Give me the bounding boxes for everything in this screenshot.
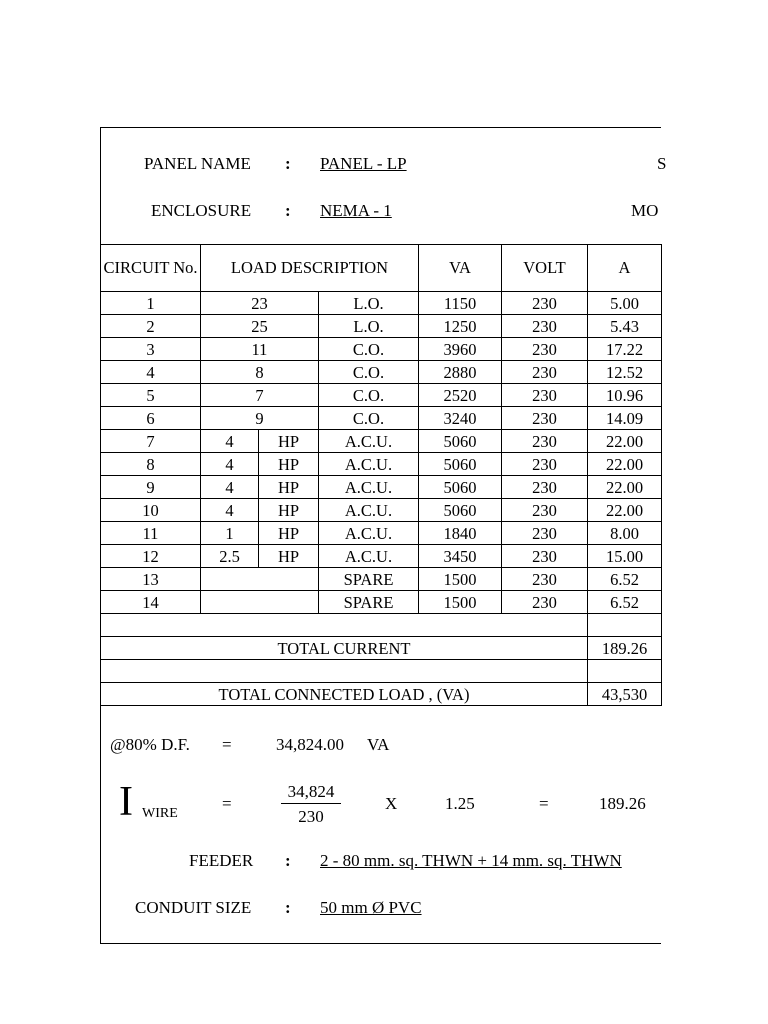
cell-volt: 230 xyxy=(502,545,588,568)
cell-amp: 15.00 xyxy=(588,545,662,568)
cell-amp: 17.22 xyxy=(588,338,662,361)
cell-amp: 6.52 xyxy=(588,568,662,591)
cell-va: 5060 xyxy=(419,453,502,476)
feeder-colon: : xyxy=(285,851,291,870)
cell-va: 1500 xyxy=(419,591,502,614)
cell-quantity xyxy=(201,591,319,614)
cell-circuit: 8 xyxy=(101,453,201,476)
total-load-row-label: TOTAL CONNECTED LOAD , (VA) xyxy=(101,683,588,706)
panel-header-cut-text-1: S xyxy=(657,154,667,173)
multiply-sign: X xyxy=(385,794,398,813)
conduit-size-label: CONDUIT SIZE xyxy=(135,898,252,917)
demand-factor-equals: = xyxy=(222,735,232,754)
cell-description: C.O. xyxy=(319,384,419,407)
cell-unit: HP xyxy=(259,545,319,568)
cell-quantity: 23 xyxy=(201,292,319,315)
cell-amp: 6.52 xyxy=(588,591,662,614)
panel-name-colon: : xyxy=(285,154,291,173)
table-row xyxy=(101,315,662,338)
fraction-denominator: 230 xyxy=(298,807,324,826)
header-circuit: CIRCUIT No. xyxy=(101,245,201,292)
blank-cell xyxy=(101,614,588,637)
cell-volt: 230 xyxy=(502,315,588,338)
cell-circuit: 14 xyxy=(101,591,201,614)
cell-volt: 230 xyxy=(502,568,588,591)
panel-name-value: PANEL - LP xyxy=(320,154,407,173)
feeder-label: FEEDER xyxy=(189,851,254,870)
cell-quantity: 9 xyxy=(201,407,319,430)
feeder-value: 2 - 80 mm. sq. THWN + 14 mm. sq. THWN xyxy=(320,851,622,870)
cell-circuit: 2 xyxy=(101,315,201,338)
table-row xyxy=(101,361,662,384)
cell-volt: 230 xyxy=(502,522,588,545)
cell-quantity: 7 xyxy=(201,384,319,407)
cell-description: A.C.U. xyxy=(319,522,419,545)
cell-quantity: 2.5 xyxy=(201,545,259,568)
cell-volt: 230 xyxy=(502,499,588,522)
cell-circuit: 12 xyxy=(101,545,201,568)
table-row xyxy=(101,384,662,407)
current-fraction xyxy=(281,782,341,827)
cell-description: L.O. xyxy=(319,292,419,315)
cell-unit: HP xyxy=(259,430,319,453)
cell-description: A.C.U. xyxy=(319,430,419,453)
cell-description: C.O. xyxy=(319,361,419,384)
blank-row xyxy=(101,614,662,637)
table-row xyxy=(101,407,662,430)
current-result: 189.26 xyxy=(599,794,646,813)
cell-circuit: 11 xyxy=(101,522,201,545)
cell-volt: 230 xyxy=(502,292,588,315)
total-load-row-value: 43,530 xyxy=(588,683,662,706)
table-row xyxy=(101,568,662,591)
enclosure-value: NEMA - 1 xyxy=(320,201,392,220)
table-row xyxy=(101,499,662,522)
table-row xyxy=(101,338,662,361)
cell-amp: 8.00 xyxy=(588,522,662,545)
cell-unit: HP xyxy=(259,453,319,476)
cell-description: C.O. xyxy=(319,338,419,361)
table-row xyxy=(101,476,662,499)
current-equals: = xyxy=(222,794,232,813)
header-amp: A xyxy=(588,245,662,292)
table-row xyxy=(101,453,662,476)
total-current-row xyxy=(101,637,662,660)
cell-volt: 230 xyxy=(502,384,588,407)
cell-volt: 230 xyxy=(502,476,588,499)
enclosure-label: ENCLOSURE xyxy=(151,201,252,220)
demand-factor-value: 34,824.00 xyxy=(276,735,344,754)
cell-va: 3960 xyxy=(419,338,502,361)
cell-description: A.C.U. xyxy=(319,453,419,476)
current-subscript: WIRE xyxy=(142,806,178,821)
cell-quantity: 4 xyxy=(201,430,259,453)
blank-row xyxy=(101,660,662,683)
table-row xyxy=(101,522,662,545)
table-row xyxy=(101,292,662,315)
header-volt: VOLT xyxy=(502,245,588,292)
total-load-row xyxy=(101,683,662,706)
cell-unit: HP xyxy=(259,476,319,499)
cell-description: C.O. xyxy=(319,407,419,430)
demand-factor-label: @80% D.F. xyxy=(110,735,190,754)
cell-va: 5060 xyxy=(419,430,502,453)
cell-unit: HP xyxy=(259,499,319,522)
cell-amp: 5.43 xyxy=(588,315,662,338)
cell-amp: 22.00 xyxy=(588,476,662,499)
conduit-size-colon: : xyxy=(285,898,291,917)
cell-volt: 230 xyxy=(502,407,588,430)
cell-description: A.C.U. xyxy=(319,499,419,522)
cell-volt: 230 xyxy=(502,338,588,361)
blank-cell xyxy=(588,614,662,637)
cell-circuit: 13 xyxy=(101,568,201,591)
cell-va: 1840 xyxy=(419,522,502,545)
cell-va: 5060 xyxy=(419,499,502,522)
header-va: VA xyxy=(419,245,502,292)
fraction-numerator: 34,824 xyxy=(281,782,341,804)
cell-quantity: 4 xyxy=(201,453,259,476)
cell-description: A.C.U. xyxy=(319,476,419,499)
cell-circuit: 1 xyxy=(101,292,201,315)
cell-va: 1150 xyxy=(419,292,502,315)
panel-load-table xyxy=(100,244,662,706)
cell-va: 1250 xyxy=(419,315,502,338)
cell-volt: 230 xyxy=(502,361,588,384)
header-load-description: LOAD DESCRIPTION xyxy=(201,245,419,292)
cell-va: 3240 xyxy=(419,407,502,430)
table-row xyxy=(101,545,662,568)
cell-quantity: 4 xyxy=(201,476,259,499)
demand-factor-unit: VA xyxy=(367,735,390,754)
cell-quantity: 11 xyxy=(201,338,319,361)
cell-va: 1500 xyxy=(419,568,502,591)
cell-quantity xyxy=(201,568,319,591)
cell-va: 2880 xyxy=(419,361,502,384)
current-symbol: I xyxy=(119,779,133,825)
cell-amp: 14.09 xyxy=(588,407,662,430)
cell-description: SPARE xyxy=(319,591,419,614)
cell-description: A.C.U. xyxy=(319,545,419,568)
multiplier-factor: 1.25 xyxy=(445,794,475,813)
enclosure-colon: : xyxy=(285,201,291,220)
cell-amp: 22.00 xyxy=(588,499,662,522)
panel-schedule-sheet xyxy=(100,127,667,944)
cell-circuit: 4 xyxy=(101,361,201,384)
cell-circuit: 6 xyxy=(101,407,201,430)
cell-volt: 230 xyxy=(502,430,588,453)
cell-quantity: 4 xyxy=(201,499,259,522)
blank-cell xyxy=(101,660,588,683)
panel-name-label: PANEL NAME xyxy=(144,154,251,173)
cell-va: 5060 xyxy=(419,476,502,499)
cell-circuit: 5 xyxy=(101,384,201,407)
cell-volt: 230 xyxy=(502,591,588,614)
cell-amp: 10.96 xyxy=(588,384,662,407)
cell-amp: 22.00 xyxy=(588,430,662,453)
cell-circuit: 7 xyxy=(101,430,201,453)
table-row xyxy=(101,430,662,453)
panel-header-cut-text-2: MO xyxy=(631,201,659,220)
table-header-row xyxy=(101,245,662,292)
cell-circuit: 9 xyxy=(101,476,201,499)
cell-description: SPARE xyxy=(319,568,419,591)
blank-cell xyxy=(588,660,662,683)
cell-circuit: 3 xyxy=(101,338,201,361)
cell-volt: 230 xyxy=(502,453,588,476)
result-equals: = xyxy=(539,794,549,813)
cell-amp: 5.00 xyxy=(588,292,662,315)
cell-va: 3450 xyxy=(419,545,502,568)
cell-unit: HP xyxy=(259,522,319,545)
conduit-size-value: 50 mm Ø PVC xyxy=(320,898,422,917)
cell-amp: 12.52 xyxy=(588,361,662,384)
total-current-row-value: 189.26 xyxy=(588,637,662,660)
cell-circuit: 10 xyxy=(101,499,201,522)
total-current-row-label: TOTAL CURRENT xyxy=(101,637,588,660)
cell-amp: 22.00 xyxy=(588,453,662,476)
cell-va: 2520 xyxy=(419,384,502,407)
cell-description: L.O. xyxy=(319,315,419,338)
cell-quantity: 8 xyxy=(201,361,319,384)
cell-quantity: 25 xyxy=(201,315,319,338)
table-row xyxy=(101,591,662,614)
cell-quantity: 1 xyxy=(201,522,259,545)
